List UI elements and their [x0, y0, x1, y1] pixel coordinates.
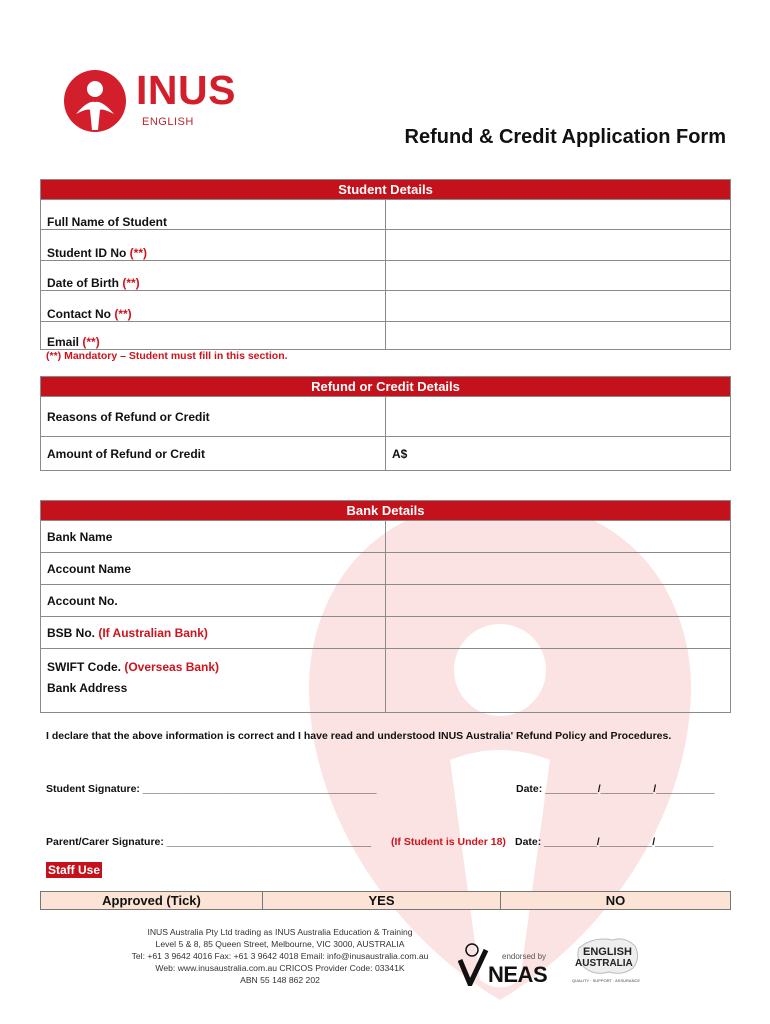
neas-endorsed-text: endorsed by — [502, 952, 547, 961]
refund-details-header: Refund or Credit Details — [41, 377, 731, 397]
logo-wordmark: INUS — [136, 67, 236, 113]
declaration-text: I declare that the above information is correct and I have read and understood INUS Australia' Refund Policy and Procedures. — [46, 730, 672, 742]
contact-no-field[interactable] — [386, 291, 731, 322]
email-label: Email (**) — [41, 322, 386, 350]
bank-details-table — [40, 500, 731, 713]
ea-line-1: ENGLISH — [583, 946, 632, 958]
bank-address-label: Bank Address — [47, 681, 128, 695]
footer-line-address: Level 5 & 8, 85 Queen Street, Melbourne, VIC 3000, AUSTRALIA — [155, 939, 405, 949]
swift-address-field[interactable] — [386, 649, 731, 713]
ea-tagline: QUALITY · SUPPORT · ASSURANCE — [572, 978, 641, 983]
date-of-birth-field[interactable] — [386, 261, 731, 291]
english-australia-logo — [569, 934, 645, 986]
bsb-no-label: BSB No. (If Australian Bank) — [41, 617, 386, 649]
footer-line-contact: Tel: +61 3 9642 4016 Fax: +61 3 9642 4018 Email: info@inusaustralia.com.au — [131, 951, 429, 961]
date-of-birth-label: Date of Birth (**) — [41, 261, 386, 291]
full-name-label: Full Name of Student — [41, 200, 386, 230]
email-field[interactable] — [386, 322, 731, 350]
refund-amount-field[interactable]: A$ — [386, 437, 731, 471]
approval-yes-cell[interactable]: YES — [263, 892, 501, 910]
account-name-field[interactable] — [386, 553, 731, 585]
mandatory-note: (**) Mandatory – Student must fill in this section. — [46, 350, 288, 362]
under-18-note: (If Student is Under 18) — [391, 836, 506, 848]
account-no-field[interactable] — [386, 585, 731, 617]
footer-line-company: INUS Australia Pty Ltd trading as INUS Australia Education & Training — [147, 927, 413, 937]
bank-name-label: Bank Name — [41, 521, 386, 553]
student-details-table — [40, 179, 731, 350]
student-id-label: Student ID No (**) — [41, 230, 386, 261]
bank-name-field[interactable] — [386, 521, 731, 553]
logo-i-mark-icon — [62, 68, 132, 134]
neas-wordmark: NEAS — [488, 962, 548, 987]
refund-details-table — [40, 376, 731, 471]
refund-reason-field[interactable] — [386, 397, 731, 437]
bsb-no-field[interactable] — [386, 617, 731, 649]
swift-code-label: SWIFT Code. (Overseas Bank) Bank Address — [41, 649, 386, 713]
parent-signature-line[interactable]: Parent/Carer Signature: ___________________________________ — [46, 836, 372, 848]
contact-no-label: Contact No (**) — [41, 291, 386, 322]
refund-reason-label: Reasons of Refund or Credit — [41, 397, 386, 437]
account-no-label: Account No. — [41, 585, 386, 617]
ea-line-2: AUSTRALIA — [575, 958, 633, 969]
student-date-line[interactable]: Date: _________/_________/__________ — [516, 783, 715, 795]
footer-address — [90, 926, 470, 986]
logo-subtitle: ENGLISH — [142, 116, 194, 128]
bank-details-header: Bank Details — [41, 501, 731, 521]
student-signature-line[interactable]: Student Signature: ________________________________________ — [46, 783, 377, 795]
full-name-field[interactable] — [386, 200, 731, 230]
footer-line-web: Web: www.inusaustralia.com.au CRICOS Provider Code: 03341K — [155, 963, 405, 973]
approval-no-cell[interactable]: NO — [501, 892, 731, 910]
approval-table — [40, 891, 731, 910]
footer-line-abn: ABN 55 148 862 202 — [240, 975, 320, 985]
refund-amount-label: Amount of Refund or Credit — [41, 437, 386, 471]
parent-date-line[interactable]: Date: _________/_________/__________ — [515, 836, 714, 848]
inus-logo — [62, 68, 262, 134]
account-name-label: Account Name — [41, 553, 386, 585]
staff-use-label: Staff Use — [48, 863, 101, 877]
student-details-header: Student Details — [41, 180, 731, 200]
page-title: Refund & Credit Application Form — [404, 126, 726, 148]
student-id-field[interactable] — [386, 230, 731, 261]
neas-logo — [458, 940, 550, 986]
approved-tick-label: Approved (Tick) — [41, 892, 263, 910]
